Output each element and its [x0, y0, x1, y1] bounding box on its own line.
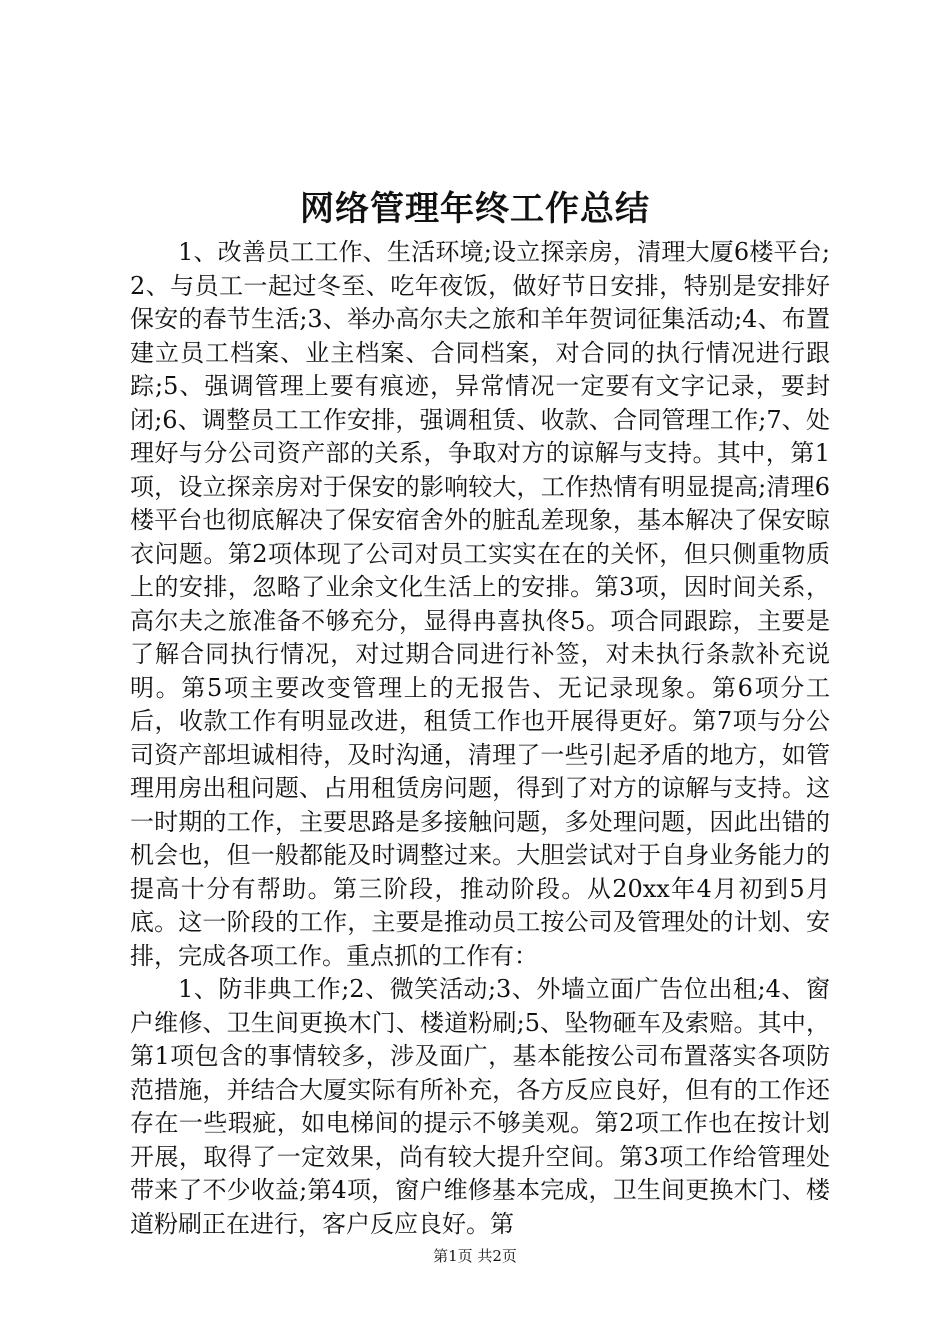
- paragraph: 1、改善员工工作、生活环境;设立探亲房，清理大厦6楼平台;2、与员工一起过冬至、吃年夜饭，做好节日安排，特别是安排好保安的春节生活;3、举办高尔夫之旅和羊年贺词征集活动;4、布置建立员工档案、业主档案、合同档案，对合同的执行情况进行跟踪;5、强调管理上要有痕迹，异常情况一定要有文字记录，要封闭;6、调整员工工作安排，强调租赁、收款、合同管理工作;7、处理好与分公司资产部的关系，争取对方的谅解与支持。其中，第1项，设立探亲房对于保安的影响较大，工作热情有明显提高;清理6楼平台也彻底解决了保安宿舍外的脏乱差现象，基本解决了保安晾衣问题。第2项体现了公司对员工实实在在的关怀，但只侧重物质上的安排，忽略了业余文化生活上的安排。第3项，因时间关系，高尔夫之旅准备不够充分，显得冉喜执佟5。项合同跟踪，主要是了解合同执行情况，对过期合同进行补签，对未执行条款补充说明。第5项主要改变管理上的无报告、无记录现象。第6项分工后，收款工作有明显改进，租赁工作也开展得更好。第7项与分公司资产部坦诚相待，及时沟通，清理了一些引起矛盾的地方，如管理用房出租问题、占用租赁房问题，得到了对方的谅解与支持。这一时期的工作，主要思路是多接触问题，多处理问题，因此出错的机会也，但一般都能及时调整过来。大胆尝试对于自身业务能力的提高十分有帮助。第三阶段，推动阶段。从20xx年4月初到5月底。这一阶段的工作，主要是推动员工按公司及管理处的计划、安排，完成各项工作。重点抓的工作有：: [130, 238, 830, 970]
- document-body: [130, 236, 830, 1241]
- paragraph: 1、防非典工作;2、微笑活动;3、外墙立面广告位出租;4、窗户维修、卫生间更换木门、楼道粉刷;5、坠物砸车及索赔。其中，第1项包含的事情较多，涉及面广，基本能按公司布置落实各项防范措施，并结合大厦实际有所补充，各方反应良好，但有的工作还存在一些瑕疵，如电梯间的提示不够美观。第2项工作也在按计划开展，取得了一定效果，尚有较大提升空间。第3项工作给管理处带来了不少收益;第4项，窗户维修基本完成，卫生间更换木门、楼道粉刷正在进行，客户反应良好。第: [130, 975, 830, 1238]
- document-title: 网络管理年终工作总结: [300, 189, 650, 229]
- page-number-footer: 第1页 共2页: [433, 1247, 517, 1265]
